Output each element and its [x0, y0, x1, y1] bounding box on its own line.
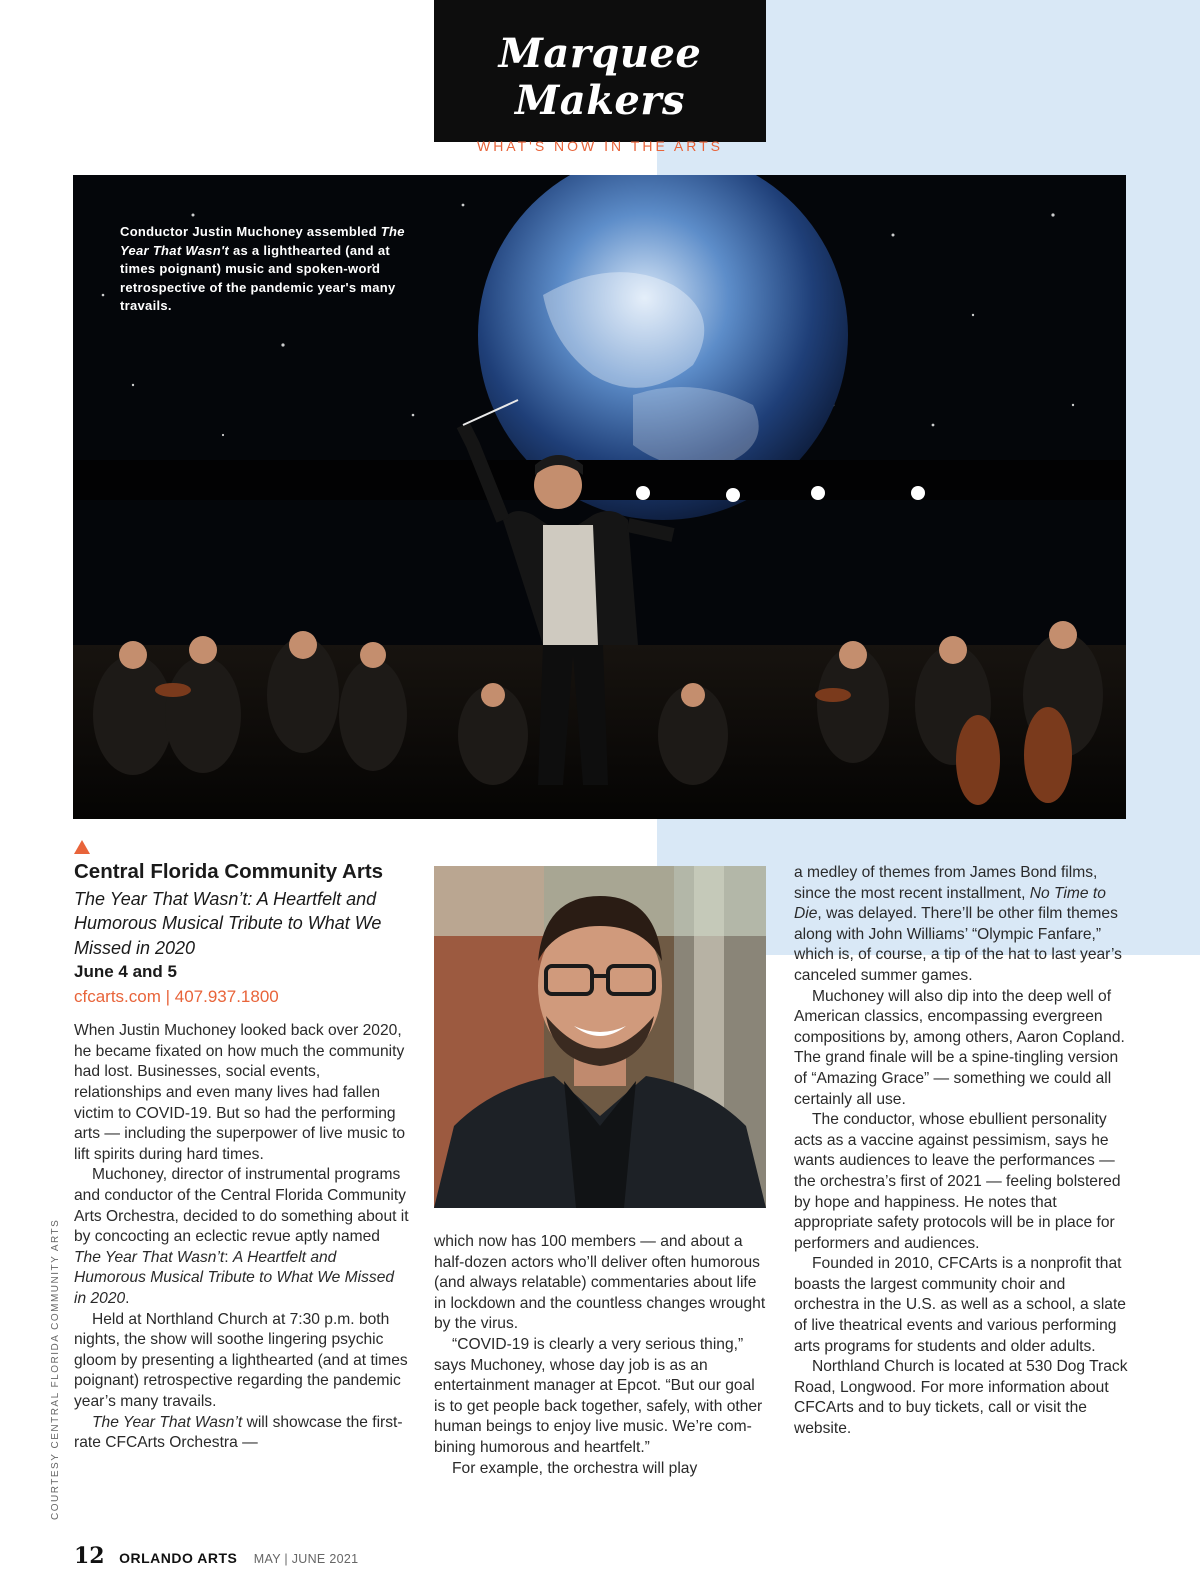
- issue-date: MAY | JUNE 2021: [253, 1552, 359, 1566]
- organization-name: Central Florida Community Arts: [74, 860, 384, 883]
- caption-text: Conductor Justin Muchoney assembled: [120, 224, 381, 239]
- contact-info: cfcarts.com | 407.937.1800: [74, 986, 279, 1006]
- section-title: Marquee Makers: [498, 30, 702, 124]
- hero-photo: [73, 175, 1126, 819]
- caption-show-title: The Year That Wasn't: [120, 224, 405, 258]
- text: , was delayed. There’ll be other film themes along with John Williams’ “Olympic Fanfare,” which is, of course, a tip of the hat to last year’s canceled summer games.: [794, 905, 1122, 984]
- article-column-2: [434, 1232, 769, 1479]
- conductor-portrait-photo: [434, 866, 766, 1208]
- triangle-marker-icon: [74, 840, 90, 854]
- paragraph: Founded in 2010, CFCArts is a nonprofit that boasts the largest community choir and orchestra in the U.S. as well as a school, a slate of live theatrical events and various performing arts programs for students and older adults.: [794, 1255, 1126, 1355]
- paragraph: For example, the orchestra will play: [452, 1459, 698, 1477]
- caption-text-end: as a lighthearted (and at times poignant) music and spoken-word retrospective of the pandemic year's many travails.: [120, 242, 396, 313]
- hero-caption: [120, 223, 410, 316]
- show-title-inline: The Year That Wasn’t: [74, 1248, 225, 1266]
- article-column-1: [74, 840, 409, 1454]
- paragraph: Held at Northland Church at 7:30 p.m. both nights, the show will soothe lingering psychic gloom by presenting a lighthearted (and at times poignant) retrospective regarding the pandemic year’s many travails.: [74, 1310, 408, 1410]
- section-kicker: WHAT'S NOW IN THE ARTS: [476, 138, 724, 154]
- paragraph: When Justin Muchoney looked back over 2020, he became fixated on how much the community had lost. Businesses, social events, relationships and even many lives had fallen victim to COVID-19. But so had the performing arts — including the superpower of live music to lift spirits during hard times.: [74, 1022, 406, 1163]
- paragraph: Northland Church is located at 530 Dog Track Road, Longwood. For more information about CFCArts and to buy tickets, call or visit the website.: [794, 1358, 1128, 1438]
- paragraph: “COVID-19 is clearly a very serious thing,” says Muchoney, whose day job is as an entertainment manager at Epcot. “But our goal is to get people back together, safely, with other human beings to enjoy live music. We’re combining humorous and heartfelt.”: [434, 1335, 763, 1456]
- page-footer: [74, 1543, 358, 1569]
- show-dates: June 4 and 5: [74, 962, 177, 982]
- paragraph: which now has 100 members — and about a half-dozen actors who’ll deliver often humorous (and always relatable) commentaries about life in lockdown and the countless changes wrought by the virus.: [434, 1233, 766, 1333]
- portrait-illustration: [434, 866, 766, 1208]
- page-number: 12: [74, 1543, 105, 1569]
- article-column-3: [794, 863, 1129, 1440]
- text: a medley of themes from James Bond films, since the most recent installment,: [794, 864, 1098, 902]
- show-title: The Year That Wasn’t: A Heartfelt and Humorous Musical Tribute to What We Missed in 2020: [74, 888, 382, 958]
- paragraph: [74, 1413, 409, 1454]
- paragraph: [74, 1165, 409, 1309]
- text: :: [224, 1248, 233, 1266]
- text: will showcase the first-rate CFCArts Orchestra —: [74, 1413, 403, 1452]
- paragraph: Muchoney will also dip into the deep well of American classics, encompassing evergreen compositions by, among others, Aaron Copland. The grand finale will be a spine-tingling version of “Amazing Grace” — something we could all certainly all use.: [794, 987, 1125, 1108]
- show-subtitle-inline: A Heartfelt and Humorous Musical Tribute to What We Missed in 2020: [74, 1248, 395, 1307]
- show-title-inline: The Year That Wasn’t: [92, 1413, 243, 1431]
- film-title-inline: No Time to Die: [794, 884, 1106, 923]
- paragraph: The conductor, whose ebullient personality acts as a vaccine against pessimism, says he wants audiences to leave the performances — the orchestra’s first of 2021 — feeling bolstered by hope and happiness. He notes that appropriate safety protocols will be in place for performers and audiences.: [794, 1111, 1121, 1252]
- paragraph: [794, 863, 1129, 987]
- photo-credit: COURTESY CENTRAL FLORIDA COMMUNITY ARTS: [50, 1218, 61, 1520]
- text: Muchoney, director of instrumental programs and conductor of the Central Florida Community Arts Orchestra, decided to do something about it by concocting an eclectic revue aptly named: [74, 1166, 409, 1246]
- masthead: [434, 0, 766, 154]
- publication-name: ORLANDO ARTS: [119, 1550, 238, 1566]
- text: .: [125, 1290, 130, 1307]
